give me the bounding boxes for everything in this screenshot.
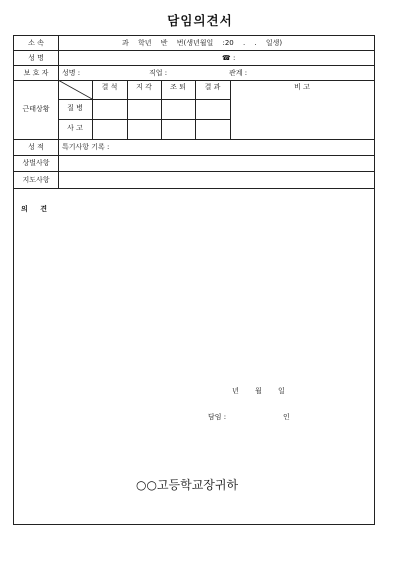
attendance-label: 근태상황 (22, 105, 50, 113)
phone-label: ☎ : (222, 54, 236, 62)
document-title: 담임의견서 (167, 13, 233, 28)
attendance-row-accident: 사 고 (67, 124, 83, 132)
signature-date: 년 월 일 (232, 387, 285, 395)
guidance-label: 지도사항 (22, 176, 50, 184)
principal-addressee: ○○고등학교장귀하 (136, 478, 239, 492)
attendance-row-illness: 질 병 (67, 104, 83, 112)
awards-discipline-label: 상벌사항 (22, 159, 50, 167)
grades-special-note: 특기사항 기록 : (62, 143, 110, 151)
guardian-name-label: 성명 : (62, 69, 81, 77)
affiliation-label: 소 속 (28, 39, 44, 47)
attendance-col-class-missed: 결 과 (204, 83, 221, 91)
guardian-label: 보 호 자 (23, 69, 49, 77)
teacher-signature-label: 담임 : (208, 413, 227, 421)
student-name-label: 성 명 (28, 54, 44, 62)
attendance-col-absence: 결 석 (101, 83, 118, 91)
opinion-label: 의 견 (21, 205, 47, 213)
grades-label: 성 적 (28, 143, 44, 151)
guardian-job-label: 직업 : (149, 69, 168, 77)
attendance-col-early-leave: 조 퇴 (170, 83, 186, 91)
affiliation-fields: 과 학년 반 번(생년월일 :20 . . 일생) (122, 39, 283, 47)
attendance-corner-diagonal (58, 80, 92, 99)
opinion-form (13, 35, 375, 525)
attendance-col-late: 지 각 (136, 83, 152, 91)
guardian-relation-label: 관계 : (229, 69, 248, 77)
attendance-col-remarks: 비 고 (294, 83, 310, 91)
seal-mark: 인 (283, 413, 290, 421)
